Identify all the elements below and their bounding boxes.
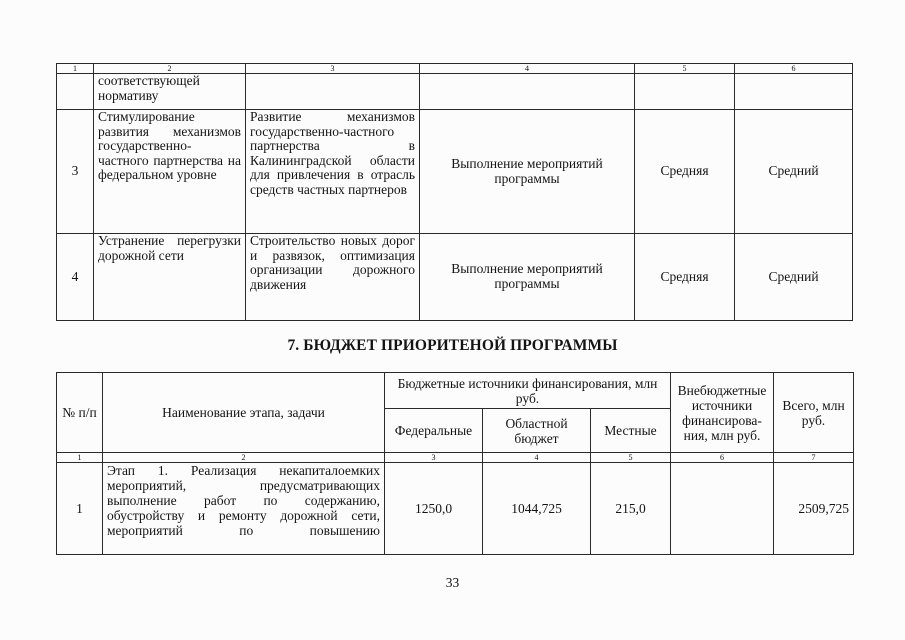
column-number: 1 xyxy=(57,453,103,463)
probability-cell: Средняя xyxy=(635,110,735,234)
degree-cell: Средний xyxy=(735,110,853,234)
column-number: 5 xyxy=(591,453,671,463)
event-cell: Выполнение мероприятий программы xyxy=(420,110,635,234)
header-budget-sources: Бюджетные источники финансирования, млн руб. xyxy=(385,373,671,409)
column-number: 3 xyxy=(246,64,420,74)
measure-cell: Развитие механизмов государственно-частного партнерства в Калининградской области для привлечения в отрасль средств частных партнеров xyxy=(246,110,420,234)
task-cell: Стимулирование развития механизмов государственно-частного партнерства на федеральном уровне xyxy=(94,110,246,234)
event-cell: Выполнение мероприятий программы xyxy=(420,234,635,321)
header-row xyxy=(57,373,854,409)
header-local: Местные xyxy=(591,409,671,453)
table-row xyxy=(57,110,853,234)
column-number: 6 xyxy=(671,453,774,463)
column-number: 4 xyxy=(483,453,591,463)
risk-table xyxy=(56,63,853,321)
section-title: 7. БЮДЖЕТ ПРИОРИТЕНОЙ ПРОГРАММЫ xyxy=(287,337,618,354)
stage-name-cell: Этап 1. Реализация некапиталоемких мероприятий, предусматривающих выполнение работ по содержанию, обустройству и ремонту дорожной сети, мероприятий по повышению xyxy=(103,463,385,555)
column-number: 2 xyxy=(94,64,246,74)
table-row xyxy=(57,234,853,321)
measure-cell: Строительство новых дорог и развязок, оптимизация организации дорожного движения xyxy=(246,234,420,321)
row-number: 3 xyxy=(57,110,94,234)
row-number: 4 xyxy=(57,234,94,321)
column-number: 1 xyxy=(57,64,94,74)
header-regional: Областной бюджет xyxy=(483,409,591,453)
regional-cell: 1044,725 xyxy=(483,463,591,555)
header-extrabudget: Внебюджетные источники финансирова-ния, млн руб. xyxy=(671,373,774,453)
total-cell: 2509,725 xyxy=(774,463,854,555)
header-total: Всего, млн руб. xyxy=(774,373,854,453)
local-cell: 215,0 xyxy=(591,463,671,555)
header-name: Наименование этапа, задачи xyxy=(103,373,385,453)
row-number: 1 xyxy=(57,463,103,555)
probability-cell: Средняя xyxy=(635,234,735,321)
budget-table xyxy=(56,372,854,555)
column-number: 5 xyxy=(635,64,735,74)
table-row xyxy=(57,74,853,110)
column-number-row xyxy=(57,453,854,463)
page-number: 33 xyxy=(445,575,460,590)
column-number: 2 xyxy=(103,453,385,463)
column-number-row xyxy=(57,64,853,74)
table-row xyxy=(57,463,854,555)
column-number: 7 xyxy=(774,453,854,463)
task-cell: Устранение перегрузки дорожной сети xyxy=(94,234,246,321)
task-cell: соответствующей нормативу xyxy=(94,74,246,110)
column-number: 3 xyxy=(385,453,483,463)
header-num: № п/п xyxy=(57,373,103,453)
degree-cell: Средний xyxy=(735,234,853,321)
column-number: 4 xyxy=(420,64,635,74)
header-federal: Федеральные xyxy=(385,409,483,453)
extrabudget-cell xyxy=(671,463,774,555)
federal-cell: 1250,0 xyxy=(385,463,483,555)
column-number: 6 xyxy=(735,64,853,74)
